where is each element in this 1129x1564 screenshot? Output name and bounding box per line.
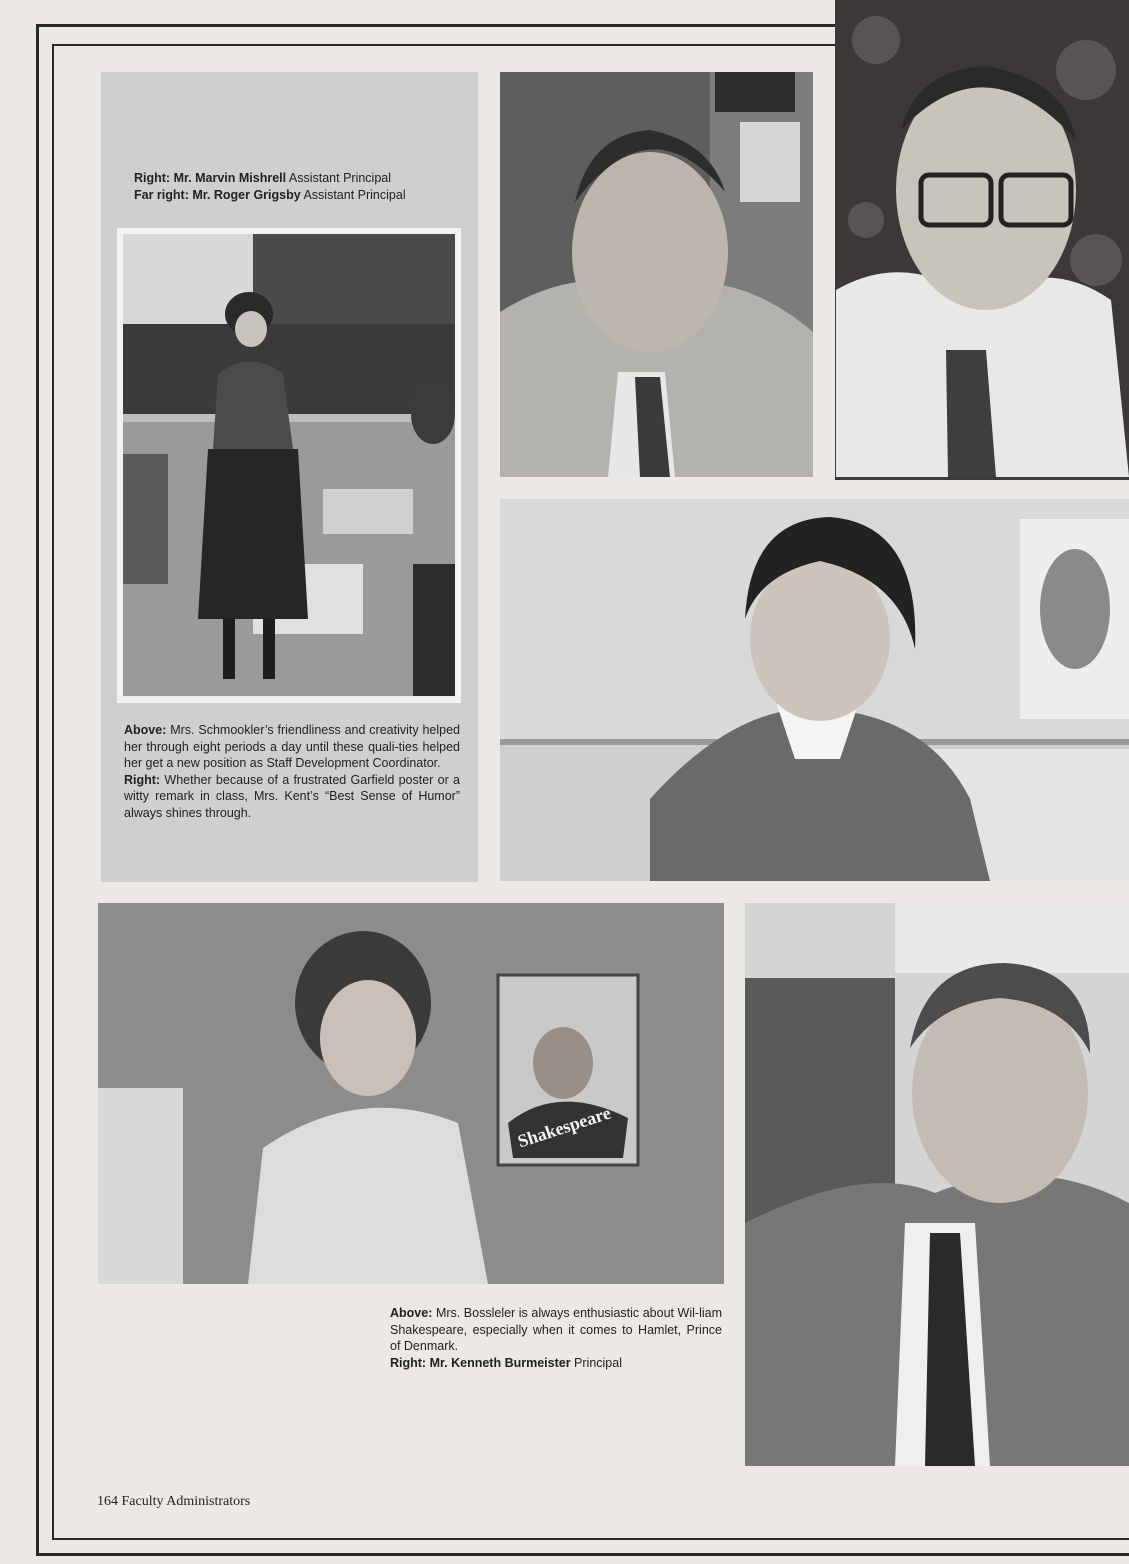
caption-label: Above: <box>390 1306 433 1320</box>
section-name: Faculty Administrators <box>121 1494 251 1509</box>
caption-label: Right: <box>124 772 161 787</box>
photo-mishrell <box>500 72 813 477</box>
photo-bossleler <box>98 903 724 1284</box>
caption-label: Far right: Mr. Roger Grigsby <box>134 187 301 202</box>
caption-text: Mrs. Schmookler’s friendliness and creativity helped her through eight periods a day until these quali-ties helped her get a new position as Staff Development Coordinator. <box>124 723 460 770</box>
caption-text: Assistant Principal <box>286 171 392 185</box>
photo-frame-classroom <box>117 228 461 703</box>
photo-burmeister <box>745 903 1129 1466</box>
caption-label: Right: Mr. Marvin Mishrell <box>134 171 287 185</box>
caption-label: Above: <box>124 723 167 737</box>
caption-text: Whether because of a frustrated Garfield poster or a witty remark in class, Mrs. Kent’s “Best Sense of Humor” always shines through. <box>124 772 460 820</box>
caption-text: Assistant Principal <box>300 187 406 202</box>
shakespeare-book-title: Shakespeare <box>515 1102 614 1152</box>
photo-kent <box>500 499 1129 881</box>
page-footer <box>97 1494 250 1510</box>
photo-classroom <box>123 234 455 696</box>
caption-text: Principal <box>570 1355 622 1370</box>
caption-administrators <box>134 170 464 203</box>
caption-label: Right: Mr. Kenneth Burmeister <box>390 1355 571 1370</box>
photo-grigsby <box>836 0 1129 477</box>
page-number: 164 <box>97 1494 118 1509</box>
caption-schmookler-kent <box>124 722 460 821</box>
caption-text: Mrs. Bossleler is always enthusiastic about Wil-liam Shakespeare, especially when it comes to Hamlet, Prince of Denmark. <box>390 1306 722 1353</box>
caption-bossleler-burmeister <box>390 1305 722 1371</box>
